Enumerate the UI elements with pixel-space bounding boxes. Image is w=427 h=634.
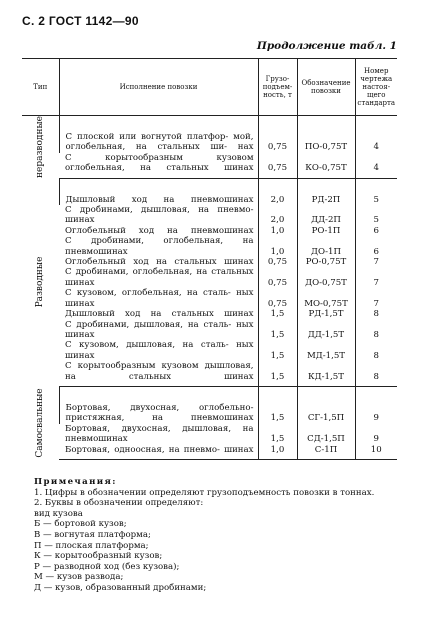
page-header: С. 2 ГОСТ 1142—90 [22, 14, 139, 28]
drawing-number-cell: 4 [355, 153, 397, 178]
drawing-number-cell: 7 [355, 267, 397, 288]
column-header-designation: Обозначение повозки [297, 59, 355, 116]
drawing-number-cell: 7 [355, 257, 397, 267]
note-line: Д — кузов, образованный дробинами; [34, 582, 207, 593]
capacity-cell: 0,75 [258, 116, 297, 153]
table-body [22, 116, 397, 460]
capacity-cell: 0,75 [258, 267, 297, 288]
designation-cell: ДО-0,75Т [297, 267, 355, 288]
table-row [22, 116, 397, 153]
type-group-cell [22, 116, 59, 179]
note-line: 2. Буквы в обозначении определяют: [34, 498, 204, 509]
designation-cell: РО-0,75Т [297, 257, 355, 267]
variant-cell: С кузовом, дышловая, на сталь- ных шинах [65, 340, 254, 361]
table-header-row [22, 59, 397, 116]
designation-cell: ДД-2П [297, 205, 355, 226]
note-line: К — корытообразный кузов; [34, 551, 163, 562]
note-line: 1. Цифры в обозначении определяют грузоподъемность повозки в тоннах. [34, 487, 375, 498]
capacity-cell: 1,5 [258, 386, 297, 423]
capacity-cell: 1,5 [258, 309, 297, 319]
table-row [22, 226, 397, 236]
variant-cell: С дробинами, дышловая, на пневмо- шинах [65, 205, 254, 226]
table-row [22, 267, 397, 288]
designation-cell: СД-1,5П [297, 424, 355, 445]
drawing-number-cell: 6 [355, 226, 397, 236]
variant-cell: Оглобельный ход на стальных шинах [65, 257, 254, 268]
note-line: вид кузова [34, 508, 83, 519]
designation-cell: ДО-1П [297, 236, 355, 257]
designation-cell: РД-1,5Т [297, 309, 355, 319]
drawing-number-cell: 7 [355, 288, 397, 309]
designation-cell: РО-1П [297, 226, 355, 236]
table-row [22, 257, 397, 267]
variant-cell: С корытообразным кузовом оглобельная, на стальных шинах [59, 153, 258, 178]
column-header-variant: Исполнение повозки [59, 59, 258, 116]
type-group-cell [22, 386, 59, 459]
table-row [22, 386, 397, 423]
variant-cell: С дробинами, оглобельная, на пневмошинах [65, 236, 254, 257]
table-row [22, 205, 397, 226]
table-row [22, 445, 397, 460]
table-row [22, 153, 397, 178]
drawing-number-cell: 8 [355, 320, 397, 341]
note-line: Р — разводной ход (без кузова); [34, 561, 180, 572]
designation-cell: МД-1,5Т [297, 340, 355, 361]
capacity-cell: 1,5 [258, 320, 297, 341]
capacity-cell: 1,5 [258, 361, 297, 386]
note-line: П — плоская платформа; [34, 540, 149, 551]
notes-title: Примечания: [34, 477, 117, 487]
designation-cell: КО-0,75Т [297, 153, 355, 178]
designation-cell: СГ-1,5П [297, 386, 355, 423]
table-row [22, 178, 397, 205]
notes-block [34, 477, 404, 594]
capacity-cell: 1,5 [258, 340, 297, 361]
column-header-drawing-number: Номер чертежа настоящего стандарта [355, 59, 397, 116]
drawing-number-cell: 8 [355, 309, 397, 319]
variant-cell: Бортовая, двухосная, дышловая, на пневмошинах [65, 423, 254, 445]
variant-cell: Дышловый ход на пневмошинах [59, 178, 258, 205]
designation-cell: ДД-1,5Т [297, 320, 355, 341]
drawing-number-cell: 9 [355, 424, 397, 445]
type-group-cell [22, 178, 59, 386]
drawing-number-cell: 9 [355, 386, 397, 423]
note-line: В — вогнутая платформа; [34, 529, 151, 540]
variant-cell: С дробинами, оглобельная, на стальных шинах [65, 267, 254, 288]
type-group-label: Разводные [35, 256, 46, 308]
table-row [22, 320, 397, 341]
capacity-cell: 1,0 [258, 236, 297, 257]
capacity-cell: 2,0 [258, 205, 297, 226]
drawing-number-cell: 8 [355, 361, 397, 386]
drawing-number-cell: 5 [355, 205, 397, 226]
variant-cell: Дышловый ход на стальных шинах [65, 309, 254, 320]
drawing-number-cell: 8 [355, 340, 397, 361]
capacity-cell: 0,75 [258, 153, 297, 178]
designation-cell: ПО-0,75Т [297, 116, 355, 153]
type-group-label: неразводные [35, 116, 46, 178]
note-line: М — кузов развода; [34, 572, 124, 583]
type-group-label: Самосвальные [35, 388, 46, 458]
variant-cell: Бортовая, одноосная, на пневмо- шинах [59, 445, 258, 460]
drawing-number-cell: 4 [355, 116, 397, 153]
variant-cell: С дробинами, дышловая, на сталь- ных шинах [65, 319, 254, 340]
table-row [22, 361, 397, 386]
table-row [22, 288, 397, 309]
capacity-cell: 1,0 [258, 226, 297, 236]
variant-cell: С кузовом, оглобельная, на сталь- ных шинах [65, 288, 254, 309]
column-header-type: Тип [22, 59, 59, 116]
capacity-cell: 1,5 [258, 424, 297, 445]
table-row [22, 236, 397, 257]
variant-cell: С корытообразным кузовом дышловая, на стальных шинах [59, 361, 258, 386]
table-continuation-label: Продолжение табл. 1 [256, 40, 397, 52]
designation-cell: С-1П [297, 445, 355, 460]
variant-cell: Бортовая, двухосная, оглобельно- пристяжная, на пневмошинах [59, 386, 258, 423]
carts-table [22, 58, 397, 460]
table-row [22, 424, 397, 445]
capacity-cell: 0,75 [258, 288, 297, 309]
capacity-cell: 2,0 [258, 178, 297, 205]
note-line: Б — бортовой кузов; [34, 519, 127, 530]
drawing-number-cell: 10 [355, 445, 397, 460]
table-row [22, 340, 397, 361]
designation-cell: КД-1,5Т [297, 361, 355, 386]
designation-cell: МО-0,75Т [297, 288, 355, 309]
table-row [22, 309, 397, 319]
designation-cell: РД-2П [297, 178, 355, 205]
capacity-cell: 1,0 [258, 445, 297, 460]
drawing-number-cell: 6 [355, 236, 397, 257]
variant-cell: Оглобельный ход на пневмошинах [65, 225, 254, 236]
variant-cell: С плоской или вогнутой платфор- мой, оглобельная, на стальных ши- нах [59, 116, 258, 153]
column-header-capacity: Грузоподъемность, т [258, 59, 297, 116]
capacity-cell: 0,75 [258, 257, 297, 267]
drawing-number-cell: 5 [355, 178, 397, 205]
